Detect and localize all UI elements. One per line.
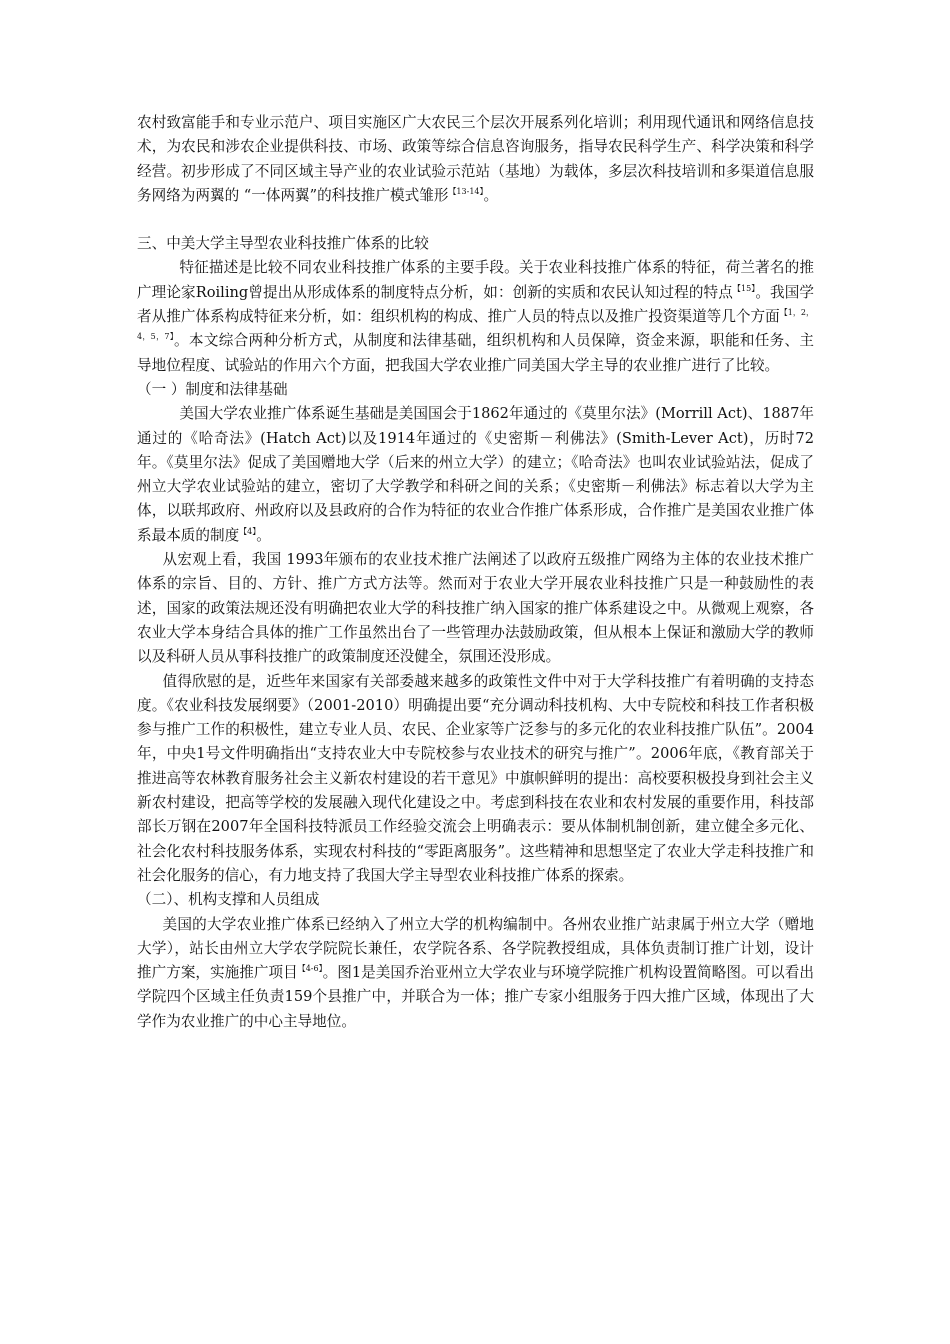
subsection-1-heading: （一 ）制度和法律基础 bbox=[137, 380, 288, 398]
paragraph-gap bbox=[137, 208, 814, 232]
paragraph-section-3: 特征描述是比较不同农业科技推广体系的主要手段。关于农业科技推广体系的特征，荷兰著名的推广理论家Roiling曾提出从形成体系的制度特点分析，如：创新的实质和农民认知过程的特点$^{【15】}$。我国学者从推广体系构成特征来分析，如：组织机构的构成、推广人员的特点以及推广投资渠道等几个方面$^{【1,2,4,5,7】}$。本文综合两种分析方式，从制度和法律基础，组织机构和人员保障，资金来源，职能和任务、主导地位程度、试验站的作用六个方面，把我国大学农业推广同美国大学主导的农业推广进行了比较。 bbox=[137, 259, 814, 374]
citation: 【4-6】 bbox=[297, 964, 323, 974]
paragraph-subsection-1-b: 从宏观上看，我国 1993年颁布的农业技术推广法阐述了以政府五级推广网络为主体的农业技术推广体系的宗旨、目的、方针、推广方式方法等。然而对于农业大学开展农业科技推广只是一种鼓励性的表述，国家的政策法规还没有明确把农业大学的科技推广纳入国家的推广体系建设之中。从微观上观察，各农业大学本身结合具体的推广工作虽然出台了一些管理办法鼓励政策，但从根本上保证和激励大学的教师以及科研人员从事科技推广的政策制度还没健全，氛围还没形成。 bbox=[137, 551, 814, 666]
citation: 【4】 bbox=[239, 526, 257, 536]
citation: 【13-14】 bbox=[448, 186, 484, 196]
citation: 【15】 bbox=[732, 283, 756, 293]
paragraph-subsection-1-a: 美国大学农业推广体系诞生基础是美国国会于1862年通过的《莫里尔法》(Morrill Act)、1887年通过的《哈奇法》(Hatch Act)以及1914年通过的《史密斯－利佛法》(Smith-Lever Act)，历时72年。《莫里尔法》促成了美国赠地大学（后来的州立大学）的建立；《哈奇法》也叫农业试验站法，促成了州立大学农业试验站的建立，密切了大学教学和科研之间的关系；《史密斯－利佛法》标志着以大学为主体，以联邦政府、州政府以及县政府的合作为特征的农业合作推广体系形成，合作推广是美国农业推广体系最本质的制度$^{【4】}$。 bbox=[137, 405, 814, 544]
document-page bbox=[137, 111, 814, 1034]
citation: 【1，2，4，5，7】 bbox=[137, 308, 814, 342]
section-3-heading: 三、中美大学主导型农业科技推广体系的比较 bbox=[137, 235, 429, 253]
subsection-2-heading: （二）、机构支撑和人员组成 bbox=[137, 891, 320, 909]
paragraph-subsection-1-c: 值得欣慰的是，近些年来国家有关部委越来越多的政策性文件中对于大学科技推广有着明确的支持态度。《农业科技发展纲要》（2001-2010）明确提出要“充分调动科技机构、大中专院校和科技工作者积极参与推广工作的积极性，建立专业人员、农民、企业家等广泛参与的多元化的农业科技推广队伍”。2004年，中央1号文件明确指出“支持农业大中专院校参与农业技术的研究与推广”。2006年底，《教育部关于推进高等农林教育服务社会主义新农村建设的若干意见》中旗帜鲜明的提出：高校要积极投身到社会主义新农村建设，把高等学校的发展融入现代化建设之中。考虑到科技在农业和农村发展的重要作用，科技部部长万钢在2007年全国科技特派员工作经验交流会上明确表示：要从体制机制创新，建立健全多元化、社会化农村科技服务体系，实现农村科技的“零距离服务”。这些精神和思想坚定了农业大学走科技推广和社会化服务的信心，有力地支持了我国大学主导型农业科技推广体系的探索。 bbox=[137, 672, 814, 884]
paragraph-intro-continuation: 农村致富能手和专业示范户、项目实施区广大农民三个层次开展系列化培训；利用现代通讯和网络信息技术，为农民和涉农企业提供科技、市场、政策等综合信息咨询服务，指导农民科学生产、科学决策和科学经营。初步形成了不同区域主导产业的农业试验示范站（基地）为载体，多层次科技培训和多渠道信息服务网络为两翼的 “一体两翼”的科技推广模式雏形$^{【13-14】}$。 bbox=[137, 114, 814, 204]
paragraph-subsection-2: 美国的大学农业推广体系已经纳入了州立大学的机构编制中。各州农业推广站隶属于州立大学（赠地大学），站长由州立大学农学院院长兼任，农学院各系、各学院教授组成，具体负责制订推广计划，设计推广方案，实施推广项目$^{【4-6】}$。图1是美国乔治亚州立大学农业与环境学院推广机构设置简略图。可以看出学院四个区域主任负责159个县推广中，并联合为一体；推广专家小组服务于四大推广区域，体现出了大学作为农业推广的中心主导地位。 bbox=[137, 915, 814, 1030]
